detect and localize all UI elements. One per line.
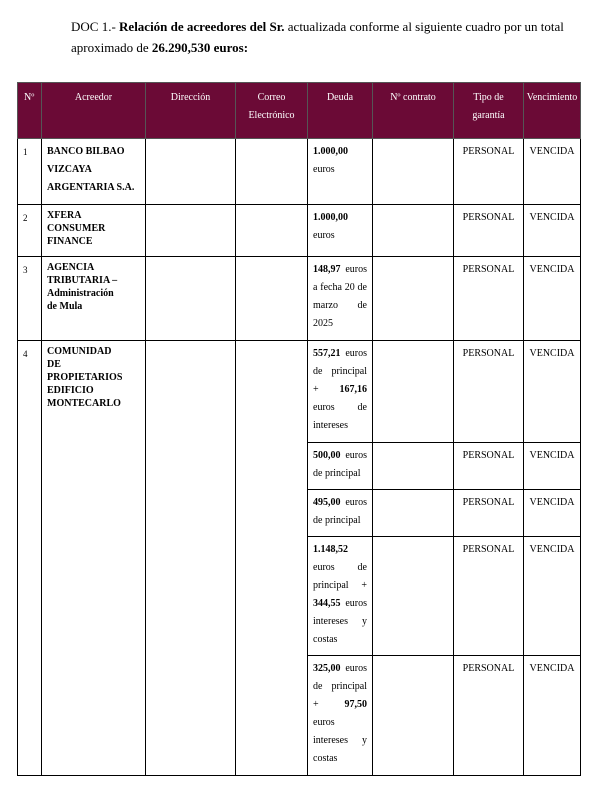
debt-detail-secondary: euros intereses y costas [313, 598, 367, 645]
guarantee-type: PERSONAL [454, 257, 524, 341]
creditor-name [42, 341, 146, 776]
debt-detail: euros [313, 230, 335, 241]
creditors-table [17, 82, 581, 776]
contract-cell [373, 205, 454, 257]
header-debt: Deuda [308, 83, 373, 139]
contract-cell [373, 537, 454, 656]
total-amount: 26.290,530 euros: [151, 40, 249, 55]
guarantee-type: PERSONAL [454, 537, 524, 656]
row-number: 1 [18, 139, 42, 205]
creditor-name-line: COMUNIDAD [47, 346, 112, 357]
doc-label: DOC 1.- [71, 19, 116, 34]
debt-amount: 1.000,00 [313, 146, 348, 157]
header-address: Dirección [146, 83, 236, 139]
email-cell [236, 257, 308, 341]
header-guarantee: Tipo de garantía [454, 83, 524, 139]
due-status: VENCIDA [524, 537, 581, 656]
due-status: VENCIDA [524, 257, 581, 341]
row-number: 4 [18, 341, 42, 776]
creditor-name-line: BANCO BILBAO [47, 146, 125, 157]
table-row [18, 341, 581, 443]
debt-detail: euros de principal [313, 450, 367, 479]
table-row [18, 139, 581, 205]
creditor-name-line: XFERA [47, 210, 82, 221]
header-num: Nº [18, 83, 42, 139]
document-intro [71, 16, 571, 58]
debt-amount: 325,00 [313, 663, 341, 674]
debt-cell [308, 656, 373, 776]
creditor-name-line: AGENCIA [47, 262, 95, 273]
debt-detail-secondary: euros intereses y costas [313, 717, 367, 764]
debt-amount: 148,97 [313, 264, 341, 275]
creditor-name [42, 257, 146, 341]
debt-cell [308, 341, 373, 443]
doc-intro-text: actualizada conforme al siguiente cuadro por un total aproximado de [71, 19, 564, 55]
due-status: VENCIDA [524, 139, 581, 205]
creditor-name-line: VIZCAYA [47, 164, 92, 175]
debt-detail: euros de principal + [313, 663, 367, 710]
debt-detail-secondary: euros de intereses [313, 402, 367, 431]
debt-amount-secondary: 97,50 [344, 699, 367, 710]
debt-detail: euros a fecha 20 de marzo de 2025 [313, 264, 367, 329]
table-body [18, 139, 581, 776]
contract-cell [373, 139, 454, 205]
address-cell [146, 341, 236, 776]
debt-amount-secondary: 344,55 [313, 598, 341, 609]
debt-amount: 1.000,00 [313, 212, 348, 223]
row-number: 2 [18, 205, 42, 257]
creditor-name-line: DE [47, 359, 61, 370]
creditor-name-line: MONTECARLO [47, 398, 121, 409]
guarantee-type: PERSONAL [454, 443, 524, 490]
debt-detail: euros de principal + [313, 348, 367, 395]
row-number: 3 [18, 257, 42, 341]
debt-cell [308, 205, 373, 257]
creditor-name-line: de Mula [47, 301, 83, 312]
header-due: Vencimiento [524, 83, 581, 139]
email-cell [236, 341, 308, 776]
guarantee-type: PERSONAL [454, 656, 524, 776]
debt-cell [308, 490, 373, 537]
contract-cell [373, 490, 454, 537]
address-cell [146, 257, 236, 341]
table-header-row [18, 83, 581, 139]
due-status: VENCIDA [524, 490, 581, 537]
creditor-name [42, 139, 146, 205]
debt-detail: euros de principal + [313, 562, 367, 591]
debt-amount: 557,21 [313, 348, 341, 359]
contract-cell [373, 443, 454, 490]
debt-amount-secondary: 167,16 [339, 384, 367, 395]
creditor-name-line: FINANCE [47, 236, 93, 247]
creditor-name-line: CONSUMER [47, 223, 106, 234]
creditor-name [42, 205, 146, 257]
doc-title: Relación de acreedores del Sr. [119, 19, 285, 34]
creditor-name-line: ARGENTARIA S.A. [47, 182, 135, 193]
header-contract: Nº contrato [373, 83, 454, 139]
debt-cell [308, 537, 373, 656]
email-cell [236, 139, 308, 205]
due-status: VENCIDA [524, 656, 581, 776]
creditor-name-line: TRIBUTARIA – [47, 275, 118, 286]
header-creditor: Acreedor [42, 83, 146, 139]
due-status: VENCIDA [524, 205, 581, 257]
debt-cell [308, 257, 373, 341]
due-status: VENCIDA [524, 443, 581, 490]
table-row [18, 205, 581, 257]
debt-amount: 495,00 [313, 497, 341, 508]
due-status: VENCIDA [524, 341, 581, 443]
debt-cell [308, 443, 373, 490]
address-cell [146, 139, 236, 205]
guarantee-type: PERSONAL [454, 205, 524, 257]
creditor-name-line: Administración [47, 288, 114, 299]
contract-cell [373, 341, 454, 443]
guarantee-type: PERSONAL [454, 490, 524, 537]
debt-amount: 500,00 [313, 450, 341, 461]
creditor-name-line: EDIFICIO [47, 385, 94, 396]
table-row [18, 257, 581, 341]
creditor-name-line: PROPIETARIOS [47, 372, 123, 383]
guarantee-type: PERSONAL [454, 139, 524, 205]
contract-cell [373, 257, 454, 341]
contract-cell [373, 656, 454, 776]
debt-detail: euros de principal [313, 497, 367, 526]
email-cell [236, 205, 308, 257]
header-email: Correo Electrónico [236, 83, 308, 139]
address-cell [146, 205, 236, 257]
debt-detail: euros [313, 164, 335, 175]
debt-cell [308, 139, 373, 205]
debt-amount: 1.148,52 [313, 544, 348, 555]
guarantee-type: PERSONAL [454, 341, 524, 443]
